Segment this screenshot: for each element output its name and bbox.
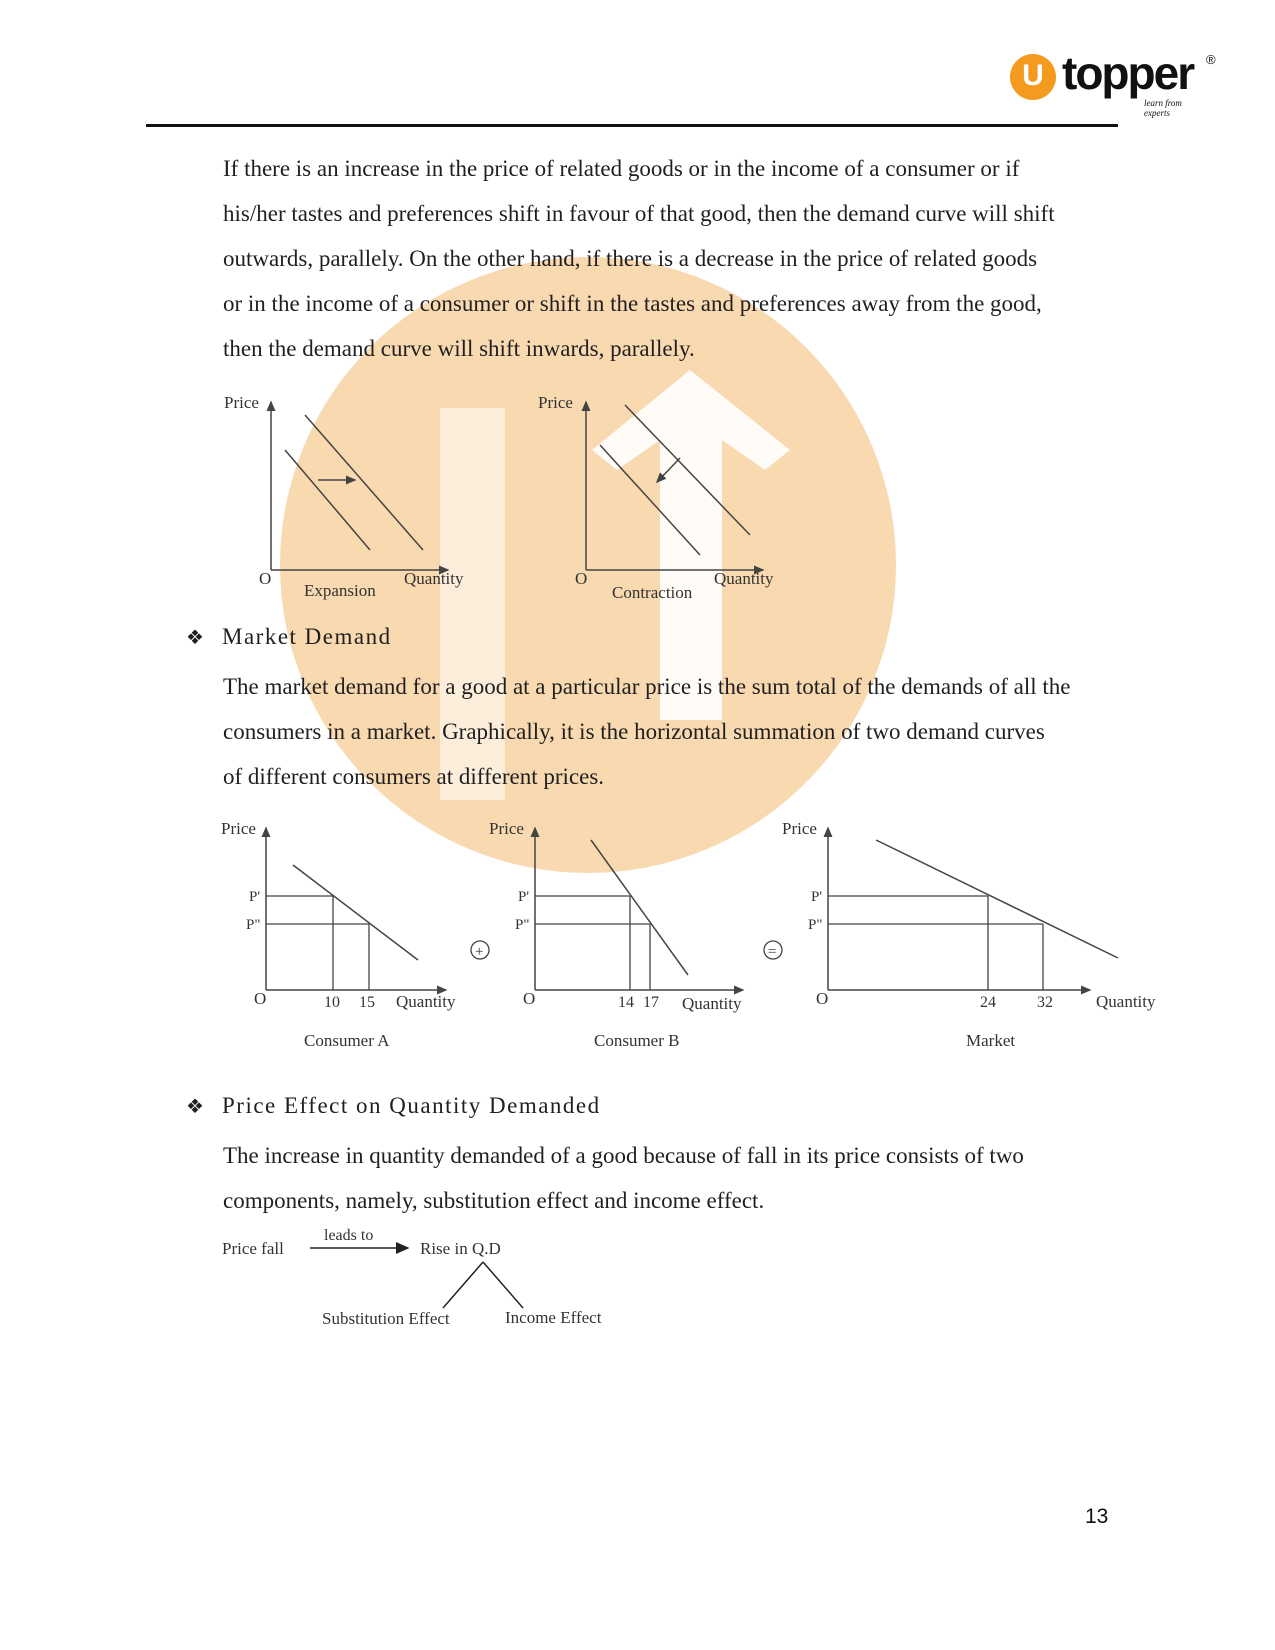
registered-mark: ® (1206, 52, 1216, 67)
origin-label: O (575, 569, 588, 588)
price-label-p1: P' (811, 889, 823, 905)
demand-curve (591, 840, 688, 975)
equals-symbol (764, 941, 782, 960)
y-axis-label: Price (221, 820, 256, 838)
brand-tagline: learn from experts (1144, 98, 1182, 118)
flow-start: Price fall (222, 1239, 284, 1258)
page-number: 13 (1085, 1505, 1109, 1528)
y-axis-label: Price (782, 820, 817, 838)
header-rule (146, 124, 1118, 127)
diamond-bullet-icon: ❖ (186, 1094, 204, 1118)
demand-curve-original (285, 450, 370, 550)
demand-curve-shifted (305, 415, 423, 550)
origin-label: O (259, 569, 272, 588)
y-axis-label: Price (224, 393, 259, 412)
branch-line-left (443, 1262, 483, 1308)
price-effect-heading (186, 1093, 601, 1119)
diamond-bullet-icon: ❖ (186, 625, 204, 649)
origin-label: O (254, 989, 267, 1008)
heading-text: Market Demand (222, 624, 392, 649)
market-summation-diagrams (0, 820, 1275, 1060)
price-effect-paragraph (223, 1133, 1123, 1223)
x-axis-label: Quantity (682, 994, 742, 1013)
diagram-caption: Expansion (304, 581, 376, 600)
demand-curve (876, 840, 1118, 958)
branch-line-right (483, 1262, 523, 1308)
demand-curve (293, 865, 418, 960)
price-label-p2: P" (246, 917, 261, 933)
shift-arrow (657, 458, 680, 482)
consumer-a-diagram (221, 820, 456, 1050)
x-axis-label: Quantity (396, 992, 456, 1011)
quantity-label-q1: 10 (324, 994, 340, 1011)
price-effect-flow-diagram (0, 1220, 1275, 1340)
intro-line: or in the income of a consumer or shift in the tastes and preferences away from the good, (223, 291, 1042, 316)
market-diagram (782, 820, 1156, 1050)
intro-paragraph (223, 146, 1123, 371)
diagram-caption: Contraction (612, 583, 693, 602)
brand-wordmark: topper (1062, 47, 1194, 99)
diagram-caption: Market (966, 1031, 1016, 1050)
quantity-label-q2: 32 (1037, 994, 1053, 1011)
x-axis-label: Quantity (404, 569, 464, 588)
intro-line: then the demand curve will shift inwards, parallely. (223, 336, 695, 361)
price-label-p1: P' (249, 889, 261, 905)
quantity-label-q1: 24 (980, 994, 996, 1011)
x-axis-label: Quantity (714, 569, 774, 588)
quantity-label-q2: 17 (643, 994, 659, 1011)
paragraph-line: components, namely, substitution effect and income effect. (223, 1188, 765, 1213)
origin-label: O (816, 989, 829, 1008)
y-axis-label: Price (538, 393, 573, 412)
paragraph-line: The market demand for a good at a particular price is the sum total of the demands of all the (223, 674, 1071, 699)
quantity-label-q1: 14 (618, 994, 634, 1011)
contraction-diagram (538, 393, 774, 602)
arrow-label: leads to (324, 1227, 374, 1244)
quantity-label-q2: 15 (359, 994, 375, 1011)
price-label-p1: P' (518, 889, 530, 905)
branch-left-label: Substitution Effect (322, 1309, 450, 1328)
diagram-caption: Consumer B (594, 1031, 680, 1050)
heading-text: Price Effect on Quantity Demanded (222, 1093, 601, 1118)
paragraph-line: of different consumers at different prices. (223, 764, 605, 789)
paragraph-line: The increase in quantity demanded of a good because of fall in its price consists of two (223, 1143, 1024, 1168)
origin-label: O (523, 989, 536, 1008)
market-demand-heading (186, 624, 392, 650)
flow-result: Rise in Q.D (420, 1239, 501, 1258)
paragraph-line: consumers in a market. Graphically, it is the horizontal summation of two demand curves (223, 719, 1045, 744)
y-axis-label: Price (489, 820, 524, 838)
market-demand-paragraph (223, 664, 1123, 799)
price-label-p2: P" (515, 917, 530, 933)
intro-line: If there is an increase in the price of related goods or in the income of a consumer or if (223, 156, 1020, 181)
plus-symbol (471, 941, 489, 960)
brand-mark-glyph: U (1022, 59, 1044, 92)
expansion-diagram (224, 393, 464, 600)
demand-curve-shifted (600, 445, 700, 555)
intro-line: his/her tastes and preferences shift in favour of that good, then the demand curve will shift (223, 201, 1055, 226)
intro-line: outwards, parallely. On the other hand, if there is a decrease in the price of related goods (223, 246, 1038, 271)
shift-diagrams (0, 390, 1275, 610)
equals-symbol-glyph: = (768, 944, 777, 960)
branch-right-label: Income Effect (505, 1308, 602, 1327)
brand-mark-icon (1010, 54, 1056, 100)
price-label-p2: P" (808, 917, 823, 933)
x-axis-label: Quantity (1096, 992, 1156, 1011)
demand-curve-original (625, 405, 750, 535)
plus-symbol-glyph: + (475, 944, 484, 960)
consumer-b-diagram (489, 820, 743, 1050)
topper-logo (1010, 47, 1216, 118)
diagram-caption: Consumer A (304, 1031, 390, 1050)
